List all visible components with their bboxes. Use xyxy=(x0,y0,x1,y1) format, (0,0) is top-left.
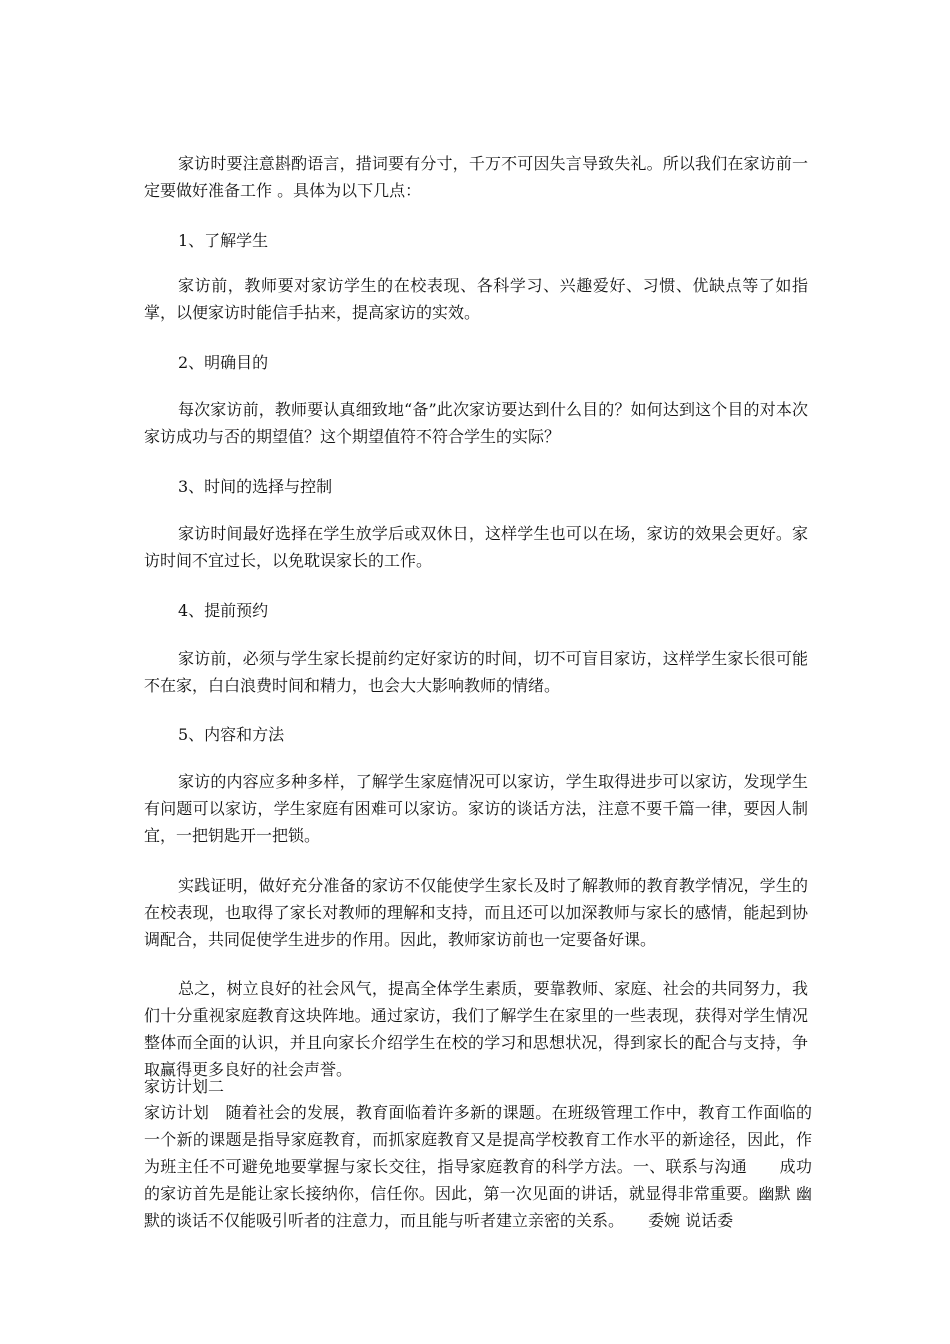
section-body: 家访计划 随着社会的发展，教育面临着许多新的课题。在班级管理工作中，教育工作面临的一个新的课题是指导家庭教育，而抓家庭教育又是提高学校教育工作水平的新途径，因此，作为班主任不可避免地要掌握与家长交往，指导家庭教育的科学方法。一、联系与沟通 成功的家访首先是能让家长接纳你，信任你。因此，第一次见面的讲话，就显得非常重要。幽默 幽默的谈话不仅能吸引听者的注意力，而且能与听者建立亲密的关系。 委婉 说话委 xyxy=(144,1103,812,1230)
paragraph-clear-goal: 每次家访前，教师要认真细致地“备”此次家访要达到什么目的？如何达到这个目的对本次家访成功与否的期望值？这个期望值符不符合学生的实际？ xyxy=(144,400,808,446)
paragraph-understand-students: 家访前，教师要对家访学生的在校表现、各科学习、兴趣爱好、习惯、优缺点等了如指掌，以便家访时能信手拈来，提高家访的实效。 xyxy=(144,276,808,322)
heading-understand-students: 1、了解学生 xyxy=(178,231,269,250)
heading-time-control: 3、时间的选择与控制 xyxy=(178,477,333,496)
heading-content-method: 5、内容和方法 xyxy=(178,725,285,744)
paragraph-time-control: 家访时间最好选择在学生放学后或双休日，这样学生也可以在场，家访的效果会更好。家访时间不宜过长，以免耽误家长的工作。 xyxy=(144,524,808,570)
section-title: 家访计划二 xyxy=(144,1077,225,1096)
heading-clear-goal: 2、明确目的 xyxy=(178,353,269,372)
paragraph-appointment: 家访前，必须与学生家长提前约定好家访的时间，切不可盲目家访，这样学生家长很可能不在家，白白浪费时间和精力，也会大大影响教师的情绪。 xyxy=(144,649,808,695)
paragraph-conclusion: 总之，树立良好的社会风气，提高全体学生素质，要靠教师、家庭、社会的共同努力，我们十分重视家庭教育这块阵地。通过家访，我们了解学生在家里的一些表现，获得对学生情况整体而全面的认识，并且向家长介绍学生在校的学习和思想状况，得到家长的配合与支持，争取赢得更多良好的社会声誉。 xyxy=(144,979,808,1079)
paragraph-practice-proof: 实践证明，做好充分准备的家访不仅能使学生家长及时了解教师的教育教学情况，学生的在校表现，也取得了家长对教师的理解和支持，而且还可以加深教师与家长的感情，能起到协调配合，共同促使学生进步的作用。因此，教师家访前也一定要备好课。 xyxy=(144,876,808,949)
paragraph-content-method: 家访的内容应多种多样，了解学生家庭情况可以家访，学生取得进步可以家访，发现学生有问题可以家访，学生家庭有困难可以家访。家访的谈话方法，注意不要千篇一律，要因人制宜，一把钥匙开一把锁。 xyxy=(144,772,808,845)
intro-paragraph: 家访时要注意斟酌语言，措词要有分寸，千万不可因失言导致失礼。所以我们在家访前一定要做好准备工作 。具体为以下几点： xyxy=(144,154,808,200)
heading-appointment: 4、提前预约 xyxy=(178,601,269,620)
